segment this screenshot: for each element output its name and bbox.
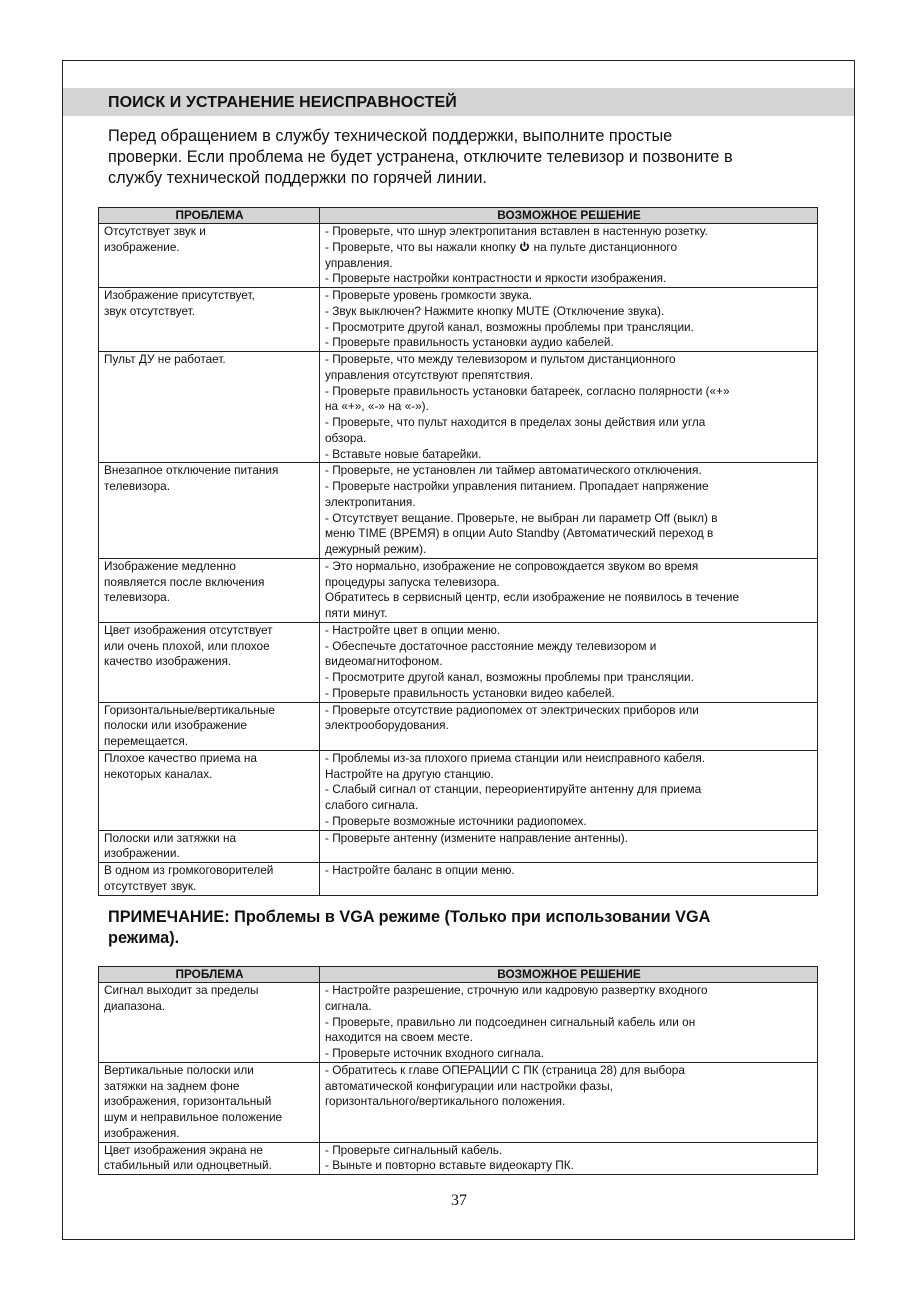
table-row	[99, 352, 818, 463]
header-solution: ВОЗМОЖНОЕ РЕШЕНИЕ	[320, 967, 818, 983]
solution-line: - Проверьте, правильно ли подсоединен сигнальный кабель или он	[325, 1014, 696, 1029]
solution-line: - Проверьте правильность установки аудио кабелей.	[325, 335, 614, 350]
vga-troubleshooting-table	[98, 966, 818, 1175]
problem-line: звук отсутствует.	[104, 303, 196, 318]
problem-cell	[99, 288, 320, 352]
problem-cell	[99, 224, 320, 288]
solution-line: - Проверьте антенну (измените направление антенны).	[325, 830, 628, 845]
problem-cell	[99, 622, 320, 702]
problem-line: Вертикальные полоски или	[104, 1062, 254, 1077]
note-line: режима).	[108, 929, 180, 947]
solution-line: - Просмотрите другой канал, возможны проблемы при трансляции.	[325, 319, 694, 334]
solution-line: пяти минут.	[325, 606, 388, 620]
page-title: ПОИСК И УСТРАНЕНИЕ НЕИСПРАВНОСТЕЙ	[108, 94, 457, 111]
solution-line: управления.	[325, 255, 393, 270]
solution-line: - Проверьте, не установлен ли таймер автоматического отключения.	[325, 463, 702, 478]
solution-line: - Проверьте правильность установки видео кабелей.	[325, 685, 615, 700]
solution-cell	[320, 863, 818, 896]
problem-line: изображении.	[104, 846, 180, 861]
solution-line: - Проверьте, что между телевизором и пультом дистанционного	[325, 352, 676, 366]
problem-line: стабильный или одноцветный.	[104, 1158, 272, 1173]
solution-cell	[320, 830, 818, 863]
problem-line: или очень плохой, или плохое	[104, 638, 270, 653]
problem-line: изображение.	[104, 239, 180, 254]
solution-line: управления отсутствуют препятствия.	[325, 367, 534, 382]
solution-line: - Настройте разрешение, строчную или кадровую развертку входного	[325, 983, 708, 997]
problem-line: изображения, горизонтальный	[104, 1094, 272, 1109]
problem-line: изображения.	[104, 1125, 180, 1140]
problem-line: появляется после включения	[104, 574, 265, 589]
vga-note-heading	[108, 907, 808, 949]
problem-cell	[99, 558, 320, 622]
solution-cell	[320, 1062, 818, 1142]
solution-line: - Проверьте, что пульт находится в пределах зоны действия или угла	[325, 415, 706, 429]
intro-text	[108, 126, 828, 189]
problem-line: перемещается.	[104, 734, 189, 748]
solution-cell	[320, 1142, 818, 1175]
table-row	[99, 622, 818, 702]
problem-cell	[99, 352, 320, 463]
problem-line: Изображение медленно	[104, 558, 236, 573]
problem-line: диапазона.	[104, 998, 166, 1013]
solution-line: - Обеспечьте достаточное расстояние между телевизором и	[325, 638, 657, 653]
problem-cell	[99, 463, 320, 559]
troubleshooting-table	[98, 207, 818, 896]
table-row	[99, 1142, 818, 1175]
solution-line: - Звук выключен? Нажмите кнопку MUTE (Отключение звука).	[325, 303, 665, 318]
intro-line: службу технической поддержки по горячей линии.	[108, 169, 487, 187]
problem-cell	[99, 750, 320, 830]
solution-line: - Отсутствует вещание. Проверьте, не выбран ли параметр Off (выкл) в	[325, 510, 718, 525]
solution-line: электрооборудования.	[325, 718, 449, 733]
problem-cell	[99, 702, 320, 750]
solution-line: находится на своем месте.	[325, 1030, 474, 1045]
problem-line: Отсутствует звук и	[104, 224, 206, 238]
solution-line: обзора.	[325, 430, 367, 445]
solution-line: - Настройте баланс в опции меню.	[325, 863, 515, 877]
solution-line: - Просмотрите другой канал, возможны проблемы при трансляции.	[325, 670, 694, 684]
solution-cell	[320, 750, 818, 830]
table-row	[99, 463, 818, 559]
problem-line: отсутствует звук.	[104, 878, 197, 893]
header-solution: ВОЗМОЖНОЕ РЕШЕНИЕ	[320, 208, 818, 224]
solution-line: процедуры запуска телевизора.	[325, 574, 500, 589]
solution-line: - Это нормально, изображение не сопровождается звуком во время	[325, 558, 699, 573]
problem-line: телевизора.	[104, 590, 170, 605]
problem-cell	[99, 830, 320, 863]
solution-line: - Проверьте источник входного сигнала.	[325, 1046, 544, 1060]
problem-line: Цвет изображения экрана не	[104, 1142, 263, 1157]
solution-cell	[320, 224, 818, 288]
problem-cell	[99, 983, 320, 1063]
table-row	[99, 1062, 818, 1142]
header-problem: ПРОБЛЕМА	[99, 967, 320, 983]
table-row	[99, 750, 818, 830]
solution-line: Настройте на другую станцию.	[325, 766, 494, 781]
problem-cell	[99, 1062, 320, 1142]
header-problem: ПРОБЛЕМА	[99, 208, 320, 224]
problem-line: Цвет изображения отсутствует	[104, 622, 273, 637]
table-row	[99, 983, 818, 1063]
problem-line: некоторых каналах.	[104, 766, 213, 781]
solution-line: горизонтального/вертикального положения.	[325, 1094, 566, 1109]
solution-cell	[320, 622, 818, 702]
solution-line: - Проверьте отсутствие радиопомех от электрических приборов или	[325, 702, 699, 717]
problem-line: Пульт ДУ не работает.	[104, 352, 226, 366]
problem-line: телевизора.	[104, 479, 170, 493]
problem-line: Внезапное отключение питания	[104, 463, 279, 478]
solution-cell	[320, 463, 818, 559]
solution-cell	[320, 288, 818, 352]
solution-line: - Проверьте правильность установки батареек, согласно полярности («+»	[325, 383, 730, 398]
solution-line: сигнала.	[325, 998, 372, 1013]
solution-cell	[320, 558, 818, 622]
problem-line: полоски или изображение	[104, 718, 247, 733]
problem-line: шум и неправильное положение	[104, 1110, 283, 1124]
intro-line: Перед обращением в службу технической поддержки, выполните простые	[108, 127, 673, 145]
solution-line: видеомагнитофоном.	[325, 654, 443, 669]
solution-line: меню TIME (ВРЕМЯ) в опции Auto Standby (Автоматический переход в	[325, 526, 714, 541]
page-number: 37	[451, 1192, 467, 1209]
solution-cell	[320, 352, 818, 463]
table-row	[99, 863, 818, 896]
solution-line: - Слабый сигнал от станции, переориентируйте антенну для приема	[325, 782, 702, 797]
solution-line: - Выньте и повторно вставьте видеокарту ПК.	[325, 1158, 574, 1173]
solution-line: - Проверьте, что шнур электропитания вставлен в настенную розетку.	[325, 224, 708, 238]
solution-line: автоматической конфигурации или настройки фазы,	[325, 1078, 613, 1093]
solution-line: электропитания.	[325, 494, 416, 509]
problem-line: Сигнал выходит за пределы	[104, 983, 259, 997]
solution-cell	[320, 983, 818, 1063]
table-row	[99, 288, 818, 352]
intro-line: проверки. Если проблема не будет устранена, отключите телевизор и позвоните в	[108, 148, 733, 166]
table-row	[99, 224, 818, 288]
problem-line: Полоски или затяжки на	[104, 830, 237, 845]
solution-line: дежурный режим).	[325, 542, 427, 556]
solution-cell	[320, 702, 818, 750]
power-icon	[519, 241, 530, 252]
table-row	[99, 702, 818, 750]
solution-line: - Вставьте новые батарейки.	[325, 446, 482, 461]
solution-line: - Настройте цвет в опции меню.	[325, 622, 501, 637]
problem-line: качество изображения.	[104, 654, 232, 669]
problem-line: Горизонтальные/вертикальные	[104, 702, 275, 717]
solution-line: Обратитесь в сервисный центр, если изображение не появилось в течение	[325, 590, 740, 605]
solution-line: - Проверьте настройки управления питанием. Пропадает напряжение	[325, 479, 709, 493]
solution-line: - Проверьте возможные источники радиопомех.	[325, 813, 587, 828]
problem-line: затяжки на заднем фоне	[104, 1078, 240, 1093]
solution-line: на «+», «-» на «-»).	[325, 399, 429, 414]
solution-line: - Проблемы из-за плохого приема станции или неисправного кабеля.	[325, 750, 706, 765]
solution-line: - Проверьте уровень громкости звука.	[325, 288, 533, 302]
solution-line: - Проверьте сигнальный кабель.	[325, 1142, 503, 1157]
table-row	[99, 558, 818, 622]
problem-line: Изображение присутствует,	[104, 288, 255, 302]
solution-line: - Проверьте настройки контрастности и яркости изображения.	[325, 271, 667, 286]
problem-cell	[99, 863, 320, 896]
note-line: ПРИМЕЧАНИЕ: Проблемы в VGA режиме (Только при использовании VGA	[108, 908, 711, 926]
problem-line: В одном из громкоговорителей	[104, 863, 274, 877]
problem-cell	[99, 1142, 320, 1175]
solution-line: - Обратитесь к главе ОПЕРАЦИИ С ПК (страница 28) для выбора	[325, 1062, 685, 1077]
problem-line: Плохое качество приема на	[104, 750, 257, 765]
solution-line: слабого сигнала.	[325, 798, 419, 812]
table-row	[99, 830, 818, 863]
solution-line: - Проверьте, что вы нажали кнопку на пульте дистанционного	[325, 239, 678, 254]
